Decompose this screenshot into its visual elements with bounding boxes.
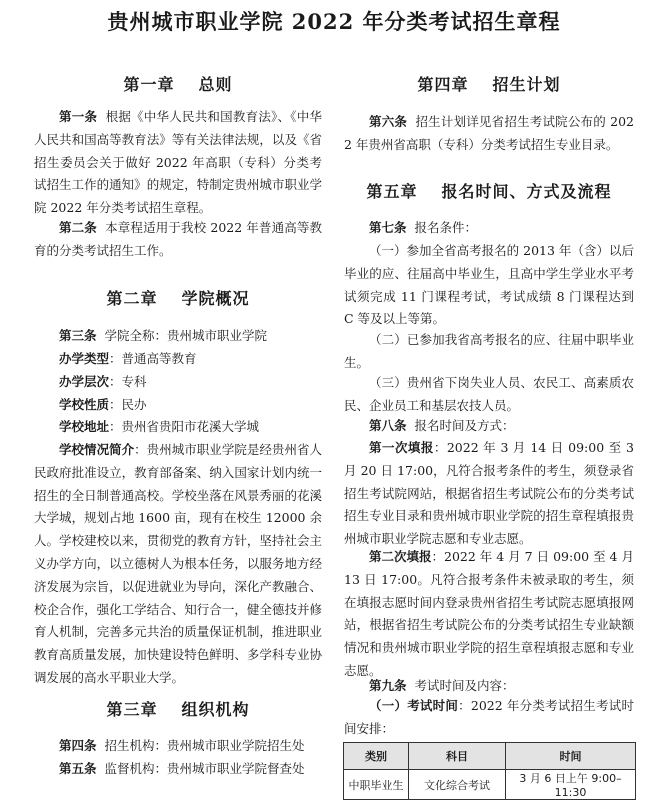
condition-3: （三）贵州省下岗失业人员、农民工、高素质农民、企业员工和基层农技人员。 bbox=[344, 375, 634, 413]
chapter-name: 学院概况 bbox=[181, 289, 250, 308]
chapter-number: 第四章 bbox=[417, 75, 469, 94]
field-value: ：贵州省贵阳市花溪大学城 bbox=[109, 419, 260, 434]
article-3 bbox=[59, 325, 267, 348]
article-text: 考试时间及内容： bbox=[414, 678, 515, 693]
field-value: ：普通高等教育 bbox=[109, 351, 197, 366]
field-value: ：2022 年 4 月 7 日 09:00 至 4 月 13 日 17:00。凡符合报考条件未被录取的考生，须在填报志愿时间内登录贵州省招生考试院志愿填报网站，根据省招生考试院公布的分类考试招生专业缺额情况和贵州城市职业学院的招生章程填报志愿和专业志愿。 bbox=[344, 549, 634, 678]
article-text: 报名条件： bbox=[414, 220, 477, 235]
school-nature bbox=[59, 394, 147, 417]
article-4 bbox=[59, 735, 304, 758]
article-text: 招生机构：贵州城市职业学院招生处 bbox=[104, 738, 305, 753]
school-level bbox=[59, 371, 147, 394]
article-6 bbox=[344, 111, 634, 157]
school-address bbox=[59, 416, 259, 439]
article-label: 第九条 bbox=[369, 678, 407, 693]
school-intro bbox=[34, 439, 322, 690]
chapter-number: 第五章 bbox=[366, 182, 418, 201]
chapter-number: 第二章 bbox=[106, 289, 158, 308]
school-type bbox=[59, 348, 197, 371]
article-label: 第七条 bbox=[369, 220, 407, 235]
field-label: 办学类型 bbox=[59, 351, 110, 366]
chapter-5-heading bbox=[344, 179, 634, 202]
chapter-2-heading bbox=[34, 286, 322, 309]
article-8 bbox=[369, 415, 514, 438]
chapter-3-heading bbox=[34, 697, 322, 720]
first-registration bbox=[344, 437, 634, 551]
header-cell: 类别 bbox=[344, 743, 409, 770]
chapter-number: 第一章 bbox=[123, 75, 175, 94]
article-label: 第一条 bbox=[59, 109, 98, 124]
second-registration bbox=[344, 546, 634, 683]
chapter-name: 总则 bbox=[198, 75, 233, 94]
article-text: 本章程适用于我校 2022 年普通高等教育的分类考试招生工作。 bbox=[34, 220, 322, 258]
chapter-name: 招生计划 bbox=[492, 75, 561, 94]
field-value: ：专科 bbox=[109, 374, 147, 389]
article-text: 报名时间及方式： bbox=[414, 418, 515, 433]
exam-time bbox=[344, 695, 634, 741]
field-value: ：2022 年分类考试招生考试时间安排： bbox=[344, 698, 634, 736]
field-label: 学校地址 bbox=[59, 419, 110, 434]
table-cell: 文化综合考试 bbox=[409, 770, 506, 800]
field-label: 第二次填报 bbox=[369, 549, 432, 564]
field-label: 学校性质 bbox=[59, 397, 110, 412]
article-text: 根据《中华人民共和国教育法》、《中华人民共和国高等教育法》等有关法律法规，以及《省招生委员会关于做好 2022 年高职（专科）分类考试招生工作的通知》的规定，特制定贵州城市职业学院 2022 年分类考试招生章程。 bbox=[34, 109, 322, 216]
field-value: ：贵州城市职业学院是经贵州省人民政府批准设立，教育部备案、纳入国家计划内统一招生的全日制普通高校。学校坐落在风景秀丽的花溪大学城，规划占地 1600 亩，现有在校生 12000 余人。学校建校以来，贯彻党的教育方针，坚持社会主义办学方向，以立德树人为根本任务，以服务地方经济发展为宗旨，以促进就业为导向，深化产教融合、校企合作，强化工学结合、知行合一，健全德技并修育人机制，完善多元共治的质量保证机制，推进职业教育高质量发展，加快建设特色鲜明、多学科专业协调发展的高水平职业大学。 bbox=[34, 442, 322, 685]
article-label: 第六条 bbox=[369, 114, 408, 129]
table-cell: 中职毕业生 bbox=[344, 770, 409, 800]
exam-schedule-table bbox=[343, 742, 636, 800]
header-cell: 科目 bbox=[409, 743, 506, 770]
condition-1: （一）参加全省高考报名的 2013 年（含）以后毕业的应、往届高中毕业生，且高中学生学业水平考试须完成 11 门课程考试，考试成绩 8 门课程达到 C 等及以上等第。 bbox=[344, 243, 634, 327]
article-1 bbox=[34, 106, 322, 220]
article-text: 招生计划详见省招生考试院公布的 2022 年贵州省高职（专科）分类考试招生专业目录。 bbox=[344, 114, 634, 152]
article-label: 第四条 bbox=[59, 738, 97, 753]
chapter-1-heading bbox=[34, 72, 322, 95]
article-5 bbox=[59, 758, 304, 781]
field-label: 学校情况简介 bbox=[59, 442, 135, 457]
article-label: 第二条 bbox=[59, 220, 97, 235]
article-label: 第三条 bbox=[59, 328, 97, 343]
field-value: ：2022 年 3 月 14 日 09:00 至 3 月 20 日 17:00，凡符合报考条件的考生，须登录省招生考试院网站，根据省招生考试院公布的分类考试招生专业目录和贵州城市职业学院的招生章程填报贵州城市职业学院志愿和专业志愿。 bbox=[344, 440, 634, 547]
article-7 bbox=[369, 217, 477, 240]
chapter-name: 报名时间、方式及流程 bbox=[441, 182, 612, 201]
chapter-name: 组织机构 bbox=[181, 700, 250, 719]
article-2 bbox=[34, 217, 322, 263]
table-row bbox=[344, 770, 636, 800]
article-text: 监督机构：贵州城市职业学院督查处 bbox=[104, 761, 305, 776]
article-label: 第五条 bbox=[59, 761, 97, 776]
table-header-row bbox=[344, 743, 636, 770]
field-value: ：民办 bbox=[109, 397, 147, 412]
field-label: 办学层次 bbox=[59, 374, 110, 389]
chapter-4-heading bbox=[344, 72, 634, 95]
document-title: 贵州城市职业学院 2022 年分类考试招生章程 bbox=[107, 9, 561, 34]
condition-2: （二）已参加我省高考报名的应、往届中职毕业生。 bbox=[344, 332, 634, 370]
header-cell: 时间 bbox=[506, 743, 636, 770]
field-label: （一）考试时间 bbox=[369, 698, 459, 713]
field-label: 第一次填报 bbox=[369, 440, 434, 455]
chapter-number: 第三章 bbox=[106, 700, 158, 719]
article-label: 第八条 bbox=[369, 418, 407, 433]
article-text: 学院全称：贵州城市职业学院 bbox=[104, 328, 267, 343]
table-cell: 3 月 6 日上午 9:00–11:30 bbox=[506, 770, 636, 800]
